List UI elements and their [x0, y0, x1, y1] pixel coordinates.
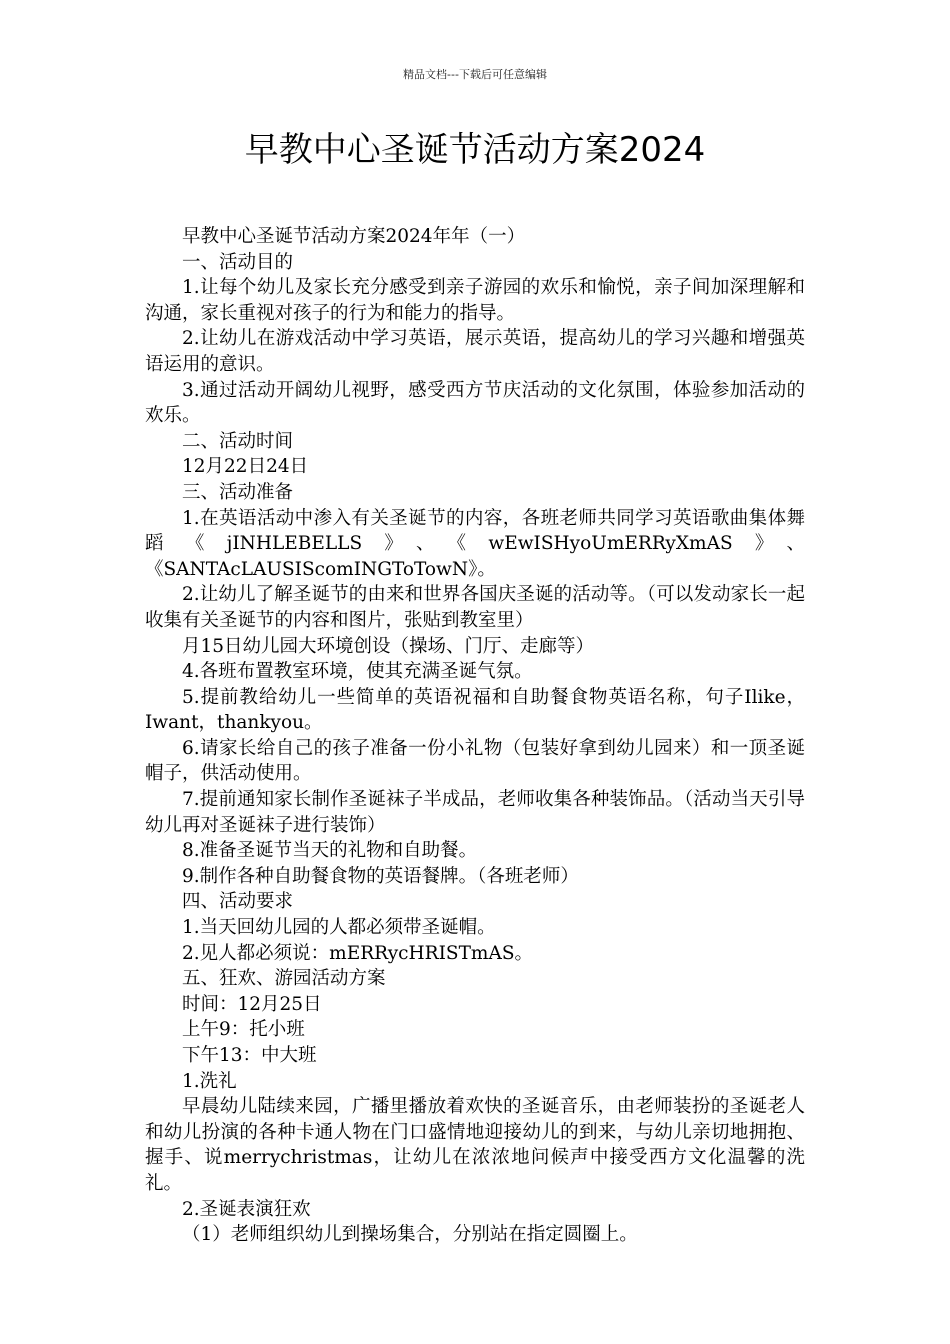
paragraph: 2.让幼儿在游戏活动中学习英语，展示英语，提高幼儿的学习兴趣和增强英语运用的意识。 [145, 328, 805, 375]
section-heading: 五、狂欢、游园活动方案 [182, 968, 386, 990]
paragraph: 2.圣诞表演狂欢 [182, 1198, 311, 1220]
paragraph: 早晨幼儿陆续来园，广播里播放着欢快的圣诞音乐，由老师装扮的圣诞老人和幼儿扮演的各种卡通人物在门口盛情地迎接幼儿的到来，与幼儿亲切地拥抱、握手、说merrychristmas，让幼儿在浓浓地问候声中接受西方文化温馨的洗礼。 [145, 1096, 805, 1194]
paragraph: 2.让幼儿了解圣诞节的由来和世界各国庆圣诞的活动等。（可以发动家长一起收集有关圣诞节的内容和图片，张贴到教室里） [145, 584, 805, 631]
paragraph: 1.让每个幼儿及家长充分感受到亲子游园的欢乐和愉悦，亲子间加深理解和沟通，家长重视对孩子的行为和能力的指导。 [145, 277, 805, 324]
paragraph: 12月22日24日 [182, 456, 309, 478]
paragraph: 早教中心圣诞节活动方案2024年年（一） [182, 226, 526, 247]
paragraph: 月15日幼儿园大环境创设（操场、门厅、走廊等） [182, 635, 595, 657]
paragraph: 1.当天回幼儿园的人都必须带圣诞帽。 [182, 917, 496, 939]
section-heading: 三、活动准备 [182, 481, 294, 503]
section-heading: 二、活动时间 [182, 430, 294, 452]
paragraph: 8.准备圣诞节当天的礼物和自助餐。 [182, 840, 478, 862]
paragraph: 3.通过活动开阔幼儿视野，感受西方节庆活动的文化氛围，体验参加活动的欢乐。 [145, 379, 805, 427]
paragraph: 5.提前教给幼儿一些简单的英语祝福和自助餐食物英语名称，句子Ilike，Iwant，thankyou。 [145, 686, 805, 734]
paragraph: 上午9：托小班 [182, 1019, 305, 1041]
paragraph: 时间：12月25日 [182, 993, 322, 1015]
paragraph: 1.在英语活动中渗入有关圣诞节的内容，各班老师共同学习英语歌曲集体舞蹈《jINHLEBELLS》、《wEwISHyoUmERRyXmAS》、《SANTAcLAUSIScomINGToTowN》。 [145, 507, 805, 580]
paragraph: 下午13：中大班 [182, 1045, 317, 1066]
paragraph: 9.制作各种自助餐食物的英语餐牌。（各班老师） [182, 865, 579, 887]
document-body [145, 224, 805, 1248]
section-heading: 一、活动目的 [182, 251, 294, 273]
paragraph: 1.洗礼 [182, 1070, 237, 1092]
paragraph: 4.各班布置教室环境，使其充满圣诞气氛。 [182, 661, 533, 683]
section-heading: 四、活动要求 [182, 891, 294, 913]
paragraph: 7.提前通知家长制作圣诞袜子半成品，老师收集各种装饰品。（活动当天引导幼儿再对圣诞袜子进行装饰） [145, 789, 805, 836]
paragraph: 2.见人都必须说：mERRycHRISTmAS。 [182, 942, 534, 964]
document-title: 早教中心圣诞节活动方案2024 [244, 130, 706, 170]
paragraph: （1）老师组织幼儿到操场集合，分别站在指定圆圈上。 [182, 1224, 638, 1246]
paragraph: 6.请家长给自己的孩子准备一份小礼物（包装好拿到幼儿园来）和一顶圣诞帽子，供活动使用。 [145, 737, 805, 785]
page-header: 精品文档---下载后可任意编辑 [403, 68, 547, 81]
